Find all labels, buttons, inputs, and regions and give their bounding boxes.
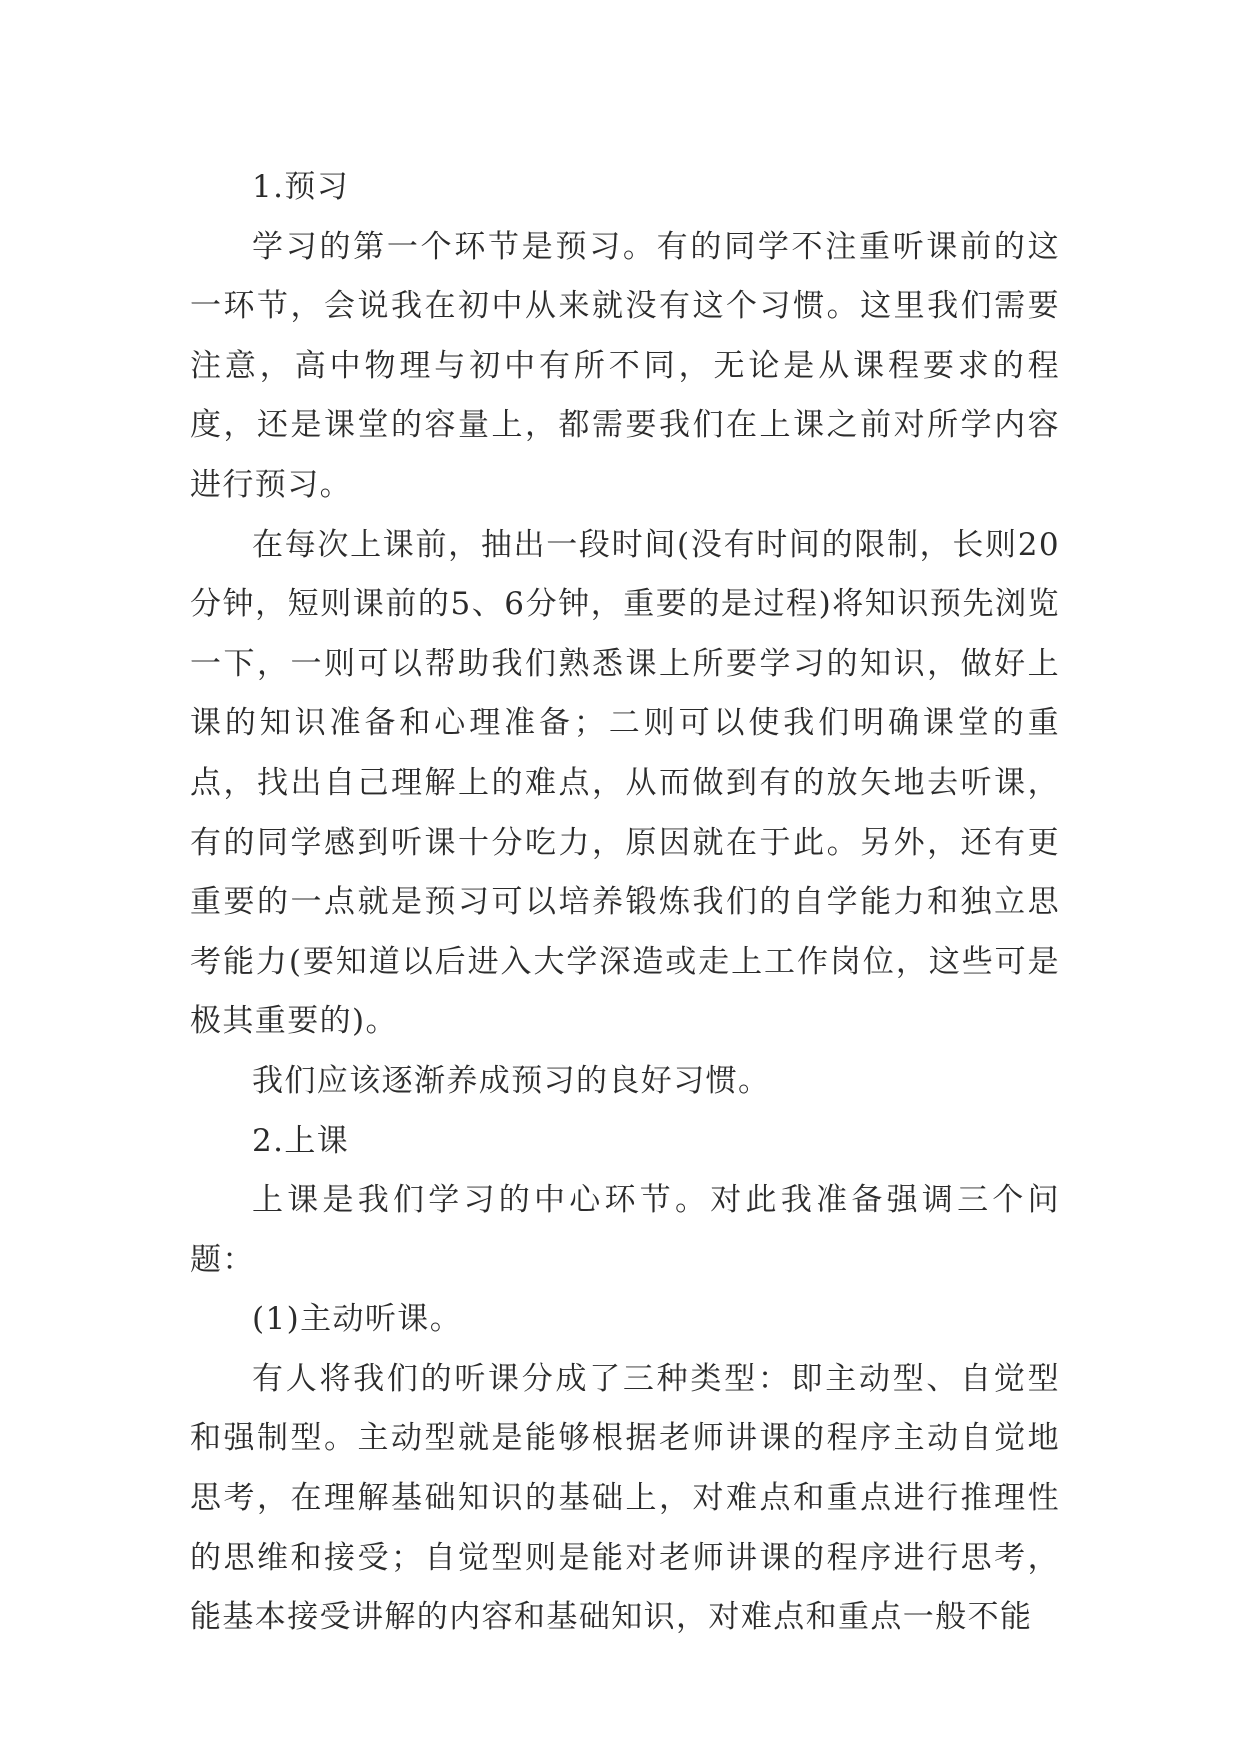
paragraph: 上课是我们学习的中心环节。对此我准备强调三个问题： [190, 1182, 1060, 1278]
subheading-active-listening: (1)主动听课。 [252, 1301, 463, 1338]
paragraph: 在每次上课前，抽出一段时间(没有时间的限制，长则20分钟，短则课前的5、6分钟，重要的是过程)将知识预先浏览一下，一则可以帮助我们熟悉课上所要学习的知识，做好上课的知识准备和心理准备；二则可以使我们明确课堂的重点，找出自己理解上的难点，从而做到有的放矢地去听课，有的同学感到听课十分吃力，原因就在于此。另外，还有更重要的一点就是预习可以培养锻炼我们的自学能力和独立思考能力(要知道以后进入大学深造或走上工作岗位，这些可是极其重要的)。 [190, 526, 1060, 1040]
paragraph: 学习的第一个环节是预习。有的同学不注重听课前的这一环节，会说我在初中从来就没有这个习惯。这里我们需要注意，高中物理与初中有所不同，无论是从课程要求的程度，还是课堂的容量上，都需要我们在上课之前对所学内容进行预习。 [190, 228, 1060, 503]
paragraph: 我们应该逐渐养成预习的良好习惯。 [252, 1062, 771, 1099]
paragraph: 有人将我们的听课分成了三种类型：即主动型、自觉型和强制型。主动型就是能够根据老师讲课的程序主动自觉地思考，在理解基础知识的基础上，对难点和重点进行推理性的思维和接受；自觉型则是能对老师讲课的程序进行思考，能基本接受讲解的内容和基础知识，对难点和重点一般不能 [190, 1360, 1060, 1636]
section-heading-class: 2.上课 [252, 1122, 350, 1159]
document-body [190, 158, 1060, 1648]
section-heading-preview: 1.预习 [252, 169, 350, 205]
